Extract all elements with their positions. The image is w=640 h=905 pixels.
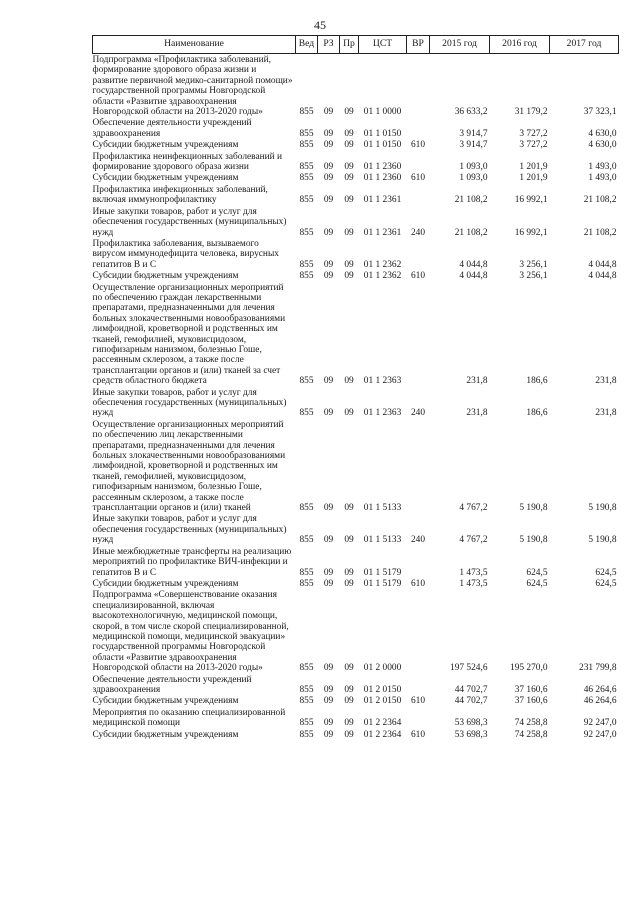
row-vr: 240 xyxy=(410,535,426,546)
row-rz: 09 xyxy=(323,696,334,707)
row-vr: 610 xyxy=(410,696,426,707)
row-rz: 09 xyxy=(323,663,334,674)
col-header-2016: 2016 год xyxy=(490,36,550,54)
row-name: Субсидии бюджетным учреждениям xyxy=(92,271,239,282)
row-2016: 3 727,2 xyxy=(519,128,548,139)
col-header-ved: Вед xyxy=(296,36,318,54)
row-name: Субсидии бюджетным учреждениям xyxy=(92,140,239,151)
row-cst: 01 1 2361 xyxy=(363,227,402,238)
row-name: Иные межбюджетные трансферты на реализацию мероприятий по профилактике ВИЧ-инфекции и гепатитов В и С xyxy=(92,546,292,578)
row-name: Подпрограмма «Совершенствование оказания специализированной, включая высокотехнологичную, медицинской помощи, скорой, в том числе скорой специализированной, медицинской помощи, медицинской эвакуации» государственной программы Новгородской области «Развитие здравоохранения Новгородской области на 2013-2020 годы» xyxy=(92,590,289,674)
row-rz: 09 xyxy=(323,227,334,238)
row-2015: 1 093,0 xyxy=(459,162,488,173)
row-2015: 4 767,2 xyxy=(459,535,488,546)
row-pr: 09 xyxy=(344,718,354,729)
row-vr xyxy=(407,184,430,206)
row-name: Обеспечение деятельности учреждений здравоохранения xyxy=(92,674,252,695)
row-2016: 37 160,6 xyxy=(514,696,548,707)
row-name: Субсидии бюджетным учреждениям xyxy=(92,729,239,740)
row-2016: 16 992,1 xyxy=(514,195,548,206)
table-row xyxy=(93,117,619,139)
row-ved: 855 xyxy=(299,173,314,184)
row-ved: 855 xyxy=(299,535,314,546)
row-vr xyxy=(407,282,430,387)
row-cst: 01 1 5133 xyxy=(363,503,402,514)
budget-table xyxy=(92,35,619,740)
row-cst: 01 1 0150 xyxy=(363,140,402,151)
row-cst: 01 1 5179 xyxy=(363,567,402,578)
row-rz: 09 xyxy=(323,503,334,514)
row-pr: 09 xyxy=(344,578,354,589)
row-rz: 09 xyxy=(323,128,334,139)
row-vr: 610 xyxy=(410,173,426,184)
row-rz: 09 xyxy=(323,259,334,270)
table-row xyxy=(93,695,619,706)
row-2016: 186,6 xyxy=(526,376,548,387)
row-ved: 855 xyxy=(299,663,314,674)
row-2016: 31 179,2 xyxy=(514,107,548,118)
row-name: Подпрограмма «Профилактика заболеваний, формирование здорового образа жизни и развитие первичной медико-санитарной помощи» государственной программы Новгородской области «Развитие здравоохранения Новгородской области на 2013-2020 годы» xyxy=(92,55,293,118)
row-pr: 09 xyxy=(344,376,354,387)
row-vr xyxy=(407,589,430,673)
row-2016: 3 256,1 xyxy=(519,271,548,282)
row-ved: 855 xyxy=(299,729,314,740)
row-2015: 231,8 xyxy=(466,376,488,387)
row-rz: 09 xyxy=(323,729,334,740)
page-number: 45 xyxy=(314,18,326,32)
row-ved: 855 xyxy=(299,271,314,282)
row-2017: 5 190,8 xyxy=(588,535,617,546)
col-header-2015: 2015 год xyxy=(430,36,490,54)
row-2015: 3 914,7 xyxy=(459,128,488,139)
row-name: Обеспечение деятельности учреждений здравоохранения xyxy=(92,118,252,139)
row-vr xyxy=(407,151,430,173)
table-row xyxy=(93,282,619,387)
row-2017: 231,8 xyxy=(595,408,617,419)
row-pr: 09 xyxy=(344,567,354,578)
row-2017: 4 044,8 xyxy=(588,259,617,270)
table-row xyxy=(93,54,619,118)
table-body xyxy=(93,54,619,741)
row-pr: 09 xyxy=(344,684,354,695)
table-row xyxy=(93,184,619,206)
row-pr: 09 xyxy=(344,696,354,707)
row-2017: 4 630,0 xyxy=(588,128,617,139)
row-2015: 53 698,3 xyxy=(454,718,488,729)
row-pr: 09 xyxy=(344,271,354,282)
row-2017: 4 630,0 xyxy=(588,140,617,151)
row-cst: 01 1 2362 xyxy=(363,259,402,270)
row-vr: 610 xyxy=(410,271,426,282)
row-cst: 01 1 5179 xyxy=(363,578,402,589)
row-2015: 53 698,3 xyxy=(454,729,488,740)
row-cst: 01 1 2362 xyxy=(363,271,402,282)
table-row xyxy=(93,729,619,740)
row-vr: 610 xyxy=(410,729,426,740)
row-ved: 855 xyxy=(299,259,314,270)
row-ved: 855 xyxy=(299,567,314,578)
row-2017: 624,5 xyxy=(595,567,617,578)
table-row xyxy=(93,674,619,696)
row-cst: 01 2 0150 xyxy=(363,696,402,707)
row-ved: 855 xyxy=(299,162,314,173)
row-vr xyxy=(407,419,430,514)
row-2016: 74 258,8 xyxy=(514,729,548,740)
row-2017: 92 247,0 xyxy=(583,718,617,729)
row-rz: 09 xyxy=(323,140,334,151)
table-row xyxy=(93,206,619,238)
row-2015: 44 702,7 xyxy=(454,696,488,707)
row-name: Субсидии бюджетным учреждениям xyxy=(92,173,239,184)
row-pr: 09 xyxy=(344,503,354,514)
row-vr: 610 xyxy=(410,578,426,589)
row-2016: 37 160,6 xyxy=(514,684,548,695)
row-2015: 21 108,2 xyxy=(454,227,488,238)
row-2017: 21 108,2 xyxy=(583,195,617,206)
table-row xyxy=(93,139,619,150)
row-rz: 09 xyxy=(323,578,334,589)
row-pr: 09 xyxy=(344,408,354,419)
row-pr: 09 xyxy=(344,128,354,139)
row-2017: 37 323,1 xyxy=(583,107,617,118)
row-pr: 09 xyxy=(344,729,354,740)
table-header xyxy=(93,36,619,54)
row-2015: 197 524,6 xyxy=(450,663,488,674)
row-rz: 09 xyxy=(323,718,334,729)
row-2015: 3 914,7 xyxy=(459,140,488,151)
table-row xyxy=(93,707,619,729)
row-vr xyxy=(407,54,430,118)
row-pr: 09 xyxy=(344,259,354,270)
row-ved: 855 xyxy=(299,195,314,206)
row-name: Субсидии бюджетным учреждениям xyxy=(92,696,239,707)
row-cst: 01 1 0150 xyxy=(363,128,402,139)
row-pr: 09 xyxy=(344,162,354,173)
row-cst: 01 1 2360 xyxy=(363,162,402,173)
row-name: Профилактика неинфекционных заболеваний и формирование здорового образа жизни xyxy=(92,151,283,173)
row-vr xyxy=(407,546,430,578)
row-pr: 09 xyxy=(344,140,354,151)
row-2017: 1 493,0 xyxy=(588,173,617,184)
row-2017: 46 264,6 xyxy=(583,696,617,707)
row-ved: 855 xyxy=(299,696,314,707)
row-2016: 3 256,1 xyxy=(519,259,548,270)
row-2016: 1 201,9 xyxy=(519,162,548,173)
table-row xyxy=(93,546,619,578)
row-pr: 09 xyxy=(344,535,354,546)
row-ved: 855 xyxy=(299,107,314,118)
row-2016: 1 201,9 xyxy=(519,173,548,184)
row-ved: 855 xyxy=(299,376,314,387)
row-2017: 1 493,0 xyxy=(588,162,617,173)
row-pr: 09 xyxy=(344,195,354,206)
row-rz: 09 xyxy=(323,376,334,387)
row-2015: 1 473,5 xyxy=(459,578,488,589)
row-pr: 09 xyxy=(344,107,354,118)
row-name: Профилактика инфекционных заболеваний, включая иммунопрофилактику xyxy=(92,184,268,206)
table-row xyxy=(93,270,619,281)
row-2016: 74 258,8 xyxy=(514,718,548,729)
row-rz: 09 xyxy=(323,162,334,173)
row-2017: 21 108,2 xyxy=(583,227,617,238)
row-name: Иные закупки товаров, работ и услуг для обеспечения государственных (муниципальных) нужд xyxy=(92,514,287,546)
col-header-pr: Пр xyxy=(340,36,359,54)
row-vr xyxy=(407,117,430,139)
row-2016: 5 190,8 xyxy=(519,503,548,514)
row-ved: 855 xyxy=(299,408,314,419)
row-2015: 4 044,8 xyxy=(459,259,488,270)
row-2015: 4 767,2 xyxy=(459,503,488,514)
row-cst: 01 2 2364 xyxy=(363,718,402,729)
row-rz: 09 xyxy=(323,195,334,206)
row-2017: 624,5 xyxy=(595,578,617,589)
row-2016: 195 270,0 xyxy=(510,663,548,674)
row-2015: 1 093,0 xyxy=(459,173,488,184)
row-ved: 855 xyxy=(299,503,314,514)
row-name: Мероприятия по оказанию специализированной медицинской помощи xyxy=(92,707,286,729)
row-rz: 09 xyxy=(323,567,334,578)
row-pr: 09 xyxy=(344,663,354,674)
row-vr xyxy=(407,238,430,270)
row-name: Иные закупки товаров, работ и услуг для обеспечения государственных (муниципальных) нужд xyxy=(92,387,287,419)
row-cst: 01 2 2364 xyxy=(363,729,402,740)
row-2015: 36 633,2 xyxy=(454,107,488,118)
row-rz: 09 xyxy=(323,107,334,118)
row-ved: 855 xyxy=(299,578,314,589)
row-2017: 92 247,0 xyxy=(583,729,617,740)
row-cst: 01 1 2360 xyxy=(363,173,402,184)
row-pr: 09 xyxy=(344,227,354,238)
row-2015: 1 473,5 xyxy=(459,567,488,578)
row-2015: 44 702,7 xyxy=(454,684,488,695)
row-name: Профилактика заболевания, вызываемого вирусом иммунодефицита человека, вирусных гепатитов В и С xyxy=(92,238,279,270)
row-2016: 16 992,1 xyxy=(514,227,548,238)
table-row xyxy=(93,238,619,270)
row-vr xyxy=(407,674,430,696)
row-name: Осуществление организационных мероприятий по обеспечению граждан лекарственными препаратами, предназначенными для лечения больных злокачественными новообразованиями лимфоидной, кроветворной и родственных им тканей, гемофилией, муковисцидозом, гипофизарным нанизмом, болезнью Гоше, рассеянным склерозом, а также после трансплантации органов и (или) тканей за счет средств областного бюджета xyxy=(92,282,286,387)
row-2016: 3 727,2 xyxy=(519,140,548,151)
row-2016: 186,6 xyxy=(526,408,548,419)
row-ved: 855 xyxy=(299,718,314,729)
row-2016: 5 190,8 xyxy=(519,535,548,546)
table-row xyxy=(93,589,619,673)
row-name: Субсидии бюджетным учреждениям xyxy=(92,578,239,589)
table-row xyxy=(93,419,619,514)
row-cst: 01 1 0000 xyxy=(363,107,402,118)
row-cst: 01 1 2363 xyxy=(363,376,402,387)
row-cst: 01 2 0150 xyxy=(363,684,402,695)
row-2017: 46 264,6 xyxy=(583,684,617,695)
table-row xyxy=(93,172,619,183)
row-name: Иные закупки товаров, работ и услуг для обеспечения государственных (муниципальных) нужд xyxy=(92,206,287,238)
table-row xyxy=(93,387,619,419)
row-name: Осуществление организационных мероприятий по обеспечению лиц лекарственными препаратами, предназначенными для лечения больных злокачественными новообразованиями лимфоидной, кроветворной и родственных им тканей, гемофилией, муковисцидозом, гипофизарным нанизмом, болезнью Гоше, рассеянным склерозом, а также после трансплантации органов и (или) тканей xyxy=(92,419,286,514)
row-vr: 240 xyxy=(410,227,426,238)
row-rz: 09 xyxy=(323,408,334,419)
row-ved: 855 xyxy=(299,684,314,695)
row-rz: 09 xyxy=(323,535,334,546)
row-2016: 624,5 xyxy=(526,578,548,589)
row-vr xyxy=(407,707,430,729)
col-header-rz: РЗ xyxy=(318,36,340,54)
table-row xyxy=(93,578,619,589)
col-header-cst: ЦСТ xyxy=(359,36,407,54)
row-ved: 855 xyxy=(299,227,314,238)
row-2015: 231,8 xyxy=(466,408,488,419)
row-rz: 09 xyxy=(323,173,334,184)
row-pr: 09 xyxy=(344,173,354,184)
row-2017: 4 044,8 xyxy=(588,271,617,282)
row-vr: 610 xyxy=(410,140,426,151)
header-row xyxy=(93,36,619,54)
row-rz: 09 xyxy=(323,271,334,282)
row-2015: 4 044,8 xyxy=(459,271,488,282)
row-cst: 01 1 2363 xyxy=(363,408,402,419)
row-cst: 01 2 0000 xyxy=(363,663,402,674)
row-cst: 01 1 5133 xyxy=(363,535,402,546)
col-header-name: Наименование xyxy=(93,36,296,54)
table-row xyxy=(93,513,619,545)
row-ved: 855 xyxy=(299,140,314,151)
row-vr: 240 xyxy=(410,408,426,419)
row-2017: 231,8 xyxy=(595,376,617,387)
row-2016: 624,5 xyxy=(526,567,548,578)
col-header-2017: 2017 год xyxy=(550,36,619,54)
row-2017: 5 190,8 xyxy=(588,503,617,514)
row-cst: 01 1 2361 xyxy=(363,195,402,206)
col-header-vr: ВР xyxy=(407,36,430,54)
row-2015: 21 108,2 xyxy=(454,195,488,206)
table-row xyxy=(93,151,619,173)
row-rz: 09 xyxy=(323,684,334,695)
row-ved: 855 xyxy=(299,128,314,139)
row-2017: 231 799,8 xyxy=(579,663,617,674)
